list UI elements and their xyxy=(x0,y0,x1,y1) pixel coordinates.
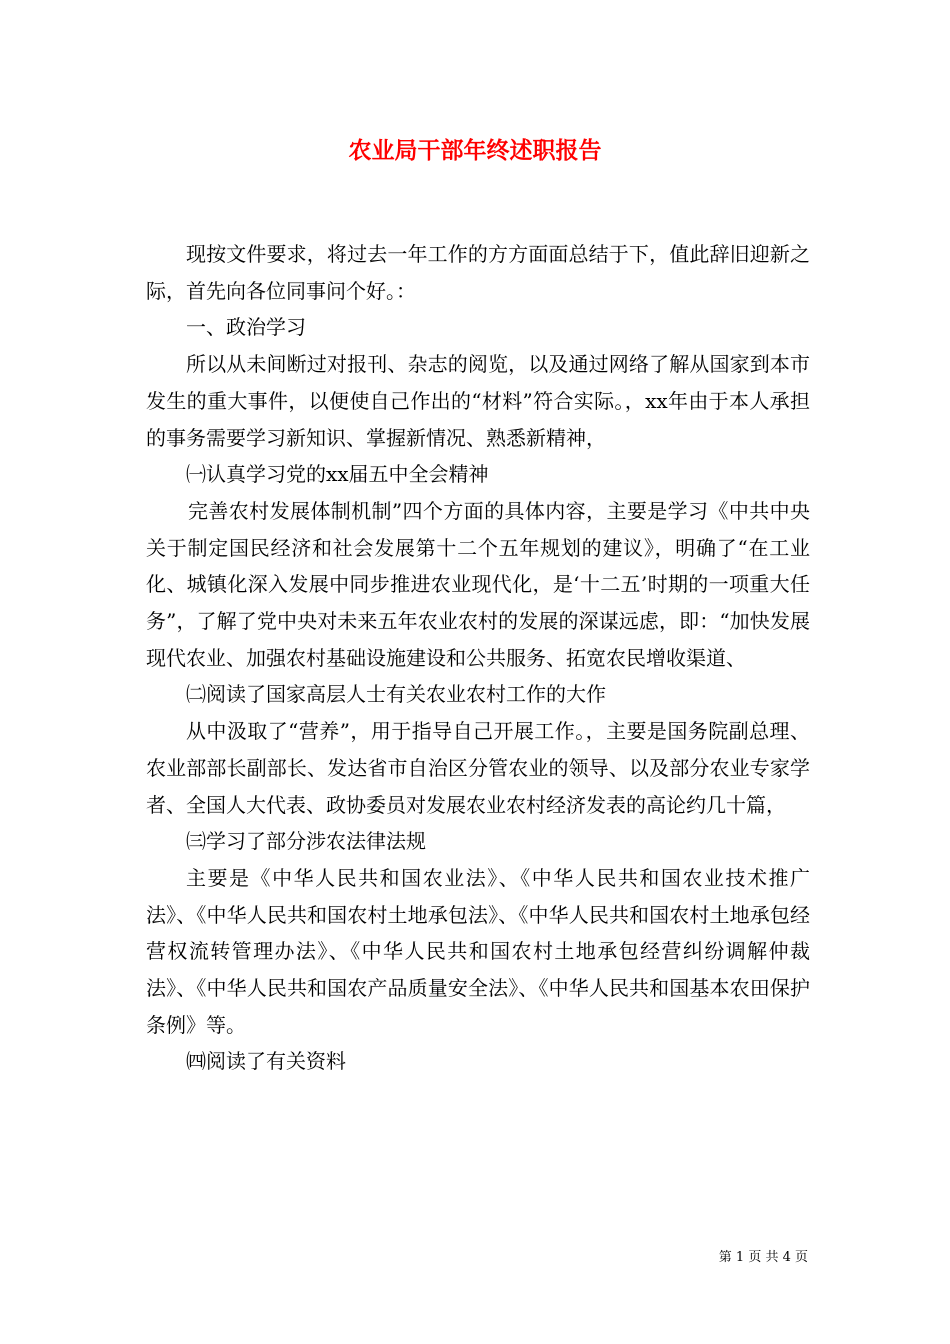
subheading-2: ㈡阅读了国家高层人士有关农业农村工作的大作 xyxy=(186,682,606,707)
subheading-4: ㈣阅读了有关资料 xyxy=(186,1049,346,1074)
paragraph-intro: 现按文件要求，将过去一年工作的方方面面总结于下，值此辞旧迎新之际，首先向各位同事问个好。： xyxy=(146,242,810,303)
document-body xyxy=(146,236,810,1080)
page-number: 第 1 页 共 4 页 xyxy=(718,1250,808,1265)
paragraph-plenum-content: 完善农村发展体制机制”四个方面的具体内容，主要是学习《中共中央关于制定国民经济和社会发展第十二个五年规划的建议》，明确了“在工业化、城镇化深入发展中同步推进农业现代化，是‘十二五’时期的一项重大任务”，了解了党中央对未来五年农业农村的发展的深谋远虑，即：“加快发展现代农业、加强农村基础设施建设和公共服务、拓宽农民增收渠道、 xyxy=(146,498,810,670)
page-title: 农业局干部年终述职报告 xyxy=(348,137,602,164)
section-heading-political-study: 一、政治学习 xyxy=(186,315,306,340)
subheading-3: ㈢学习了部分涉农法律法规 xyxy=(186,829,426,854)
paragraph-laws-list: 主要是《中华人民共和国农业法》、《中华人民共和国农业技术推广法》、《中华人民共和国农村土地承包法》、《中华人民共和国农村土地承包经营权流转管理办法》、《中华人民共和国农村土地承包经营纠纷调解仲裁法》、《中华人民共和国农产品质量安全法》、《中华人民共和国基本农田保护条例》等。 xyxy=(146,865,810,1037)
subheading-1: ㈠认真学习党的xx届五中全会精神 xyxy=(186,462,489,487)
paragraph-reading-habits: 所以从未间断过对报刊、杂志的阅览，以及通过网络了解从国家到本市发生的重大事件，以便使自己作出的“材料”符合实际。，xx年由于本人承担的事务需要学习新知识、掌握新情况、熟悉新精神， xyxy=(146,352,810,450)
paragraph-leaders-articles: 从中汲取了“营养”，用于指导自己开展工作。，主要是国务院副总理、农业部部长副部长、发达省市自治区分管农业的领导、以及部分农业专家学者、全国人大代表、政协委员对发展农业农村经济发表的高论约几十篇， xyxy=(146,719,810,817)
